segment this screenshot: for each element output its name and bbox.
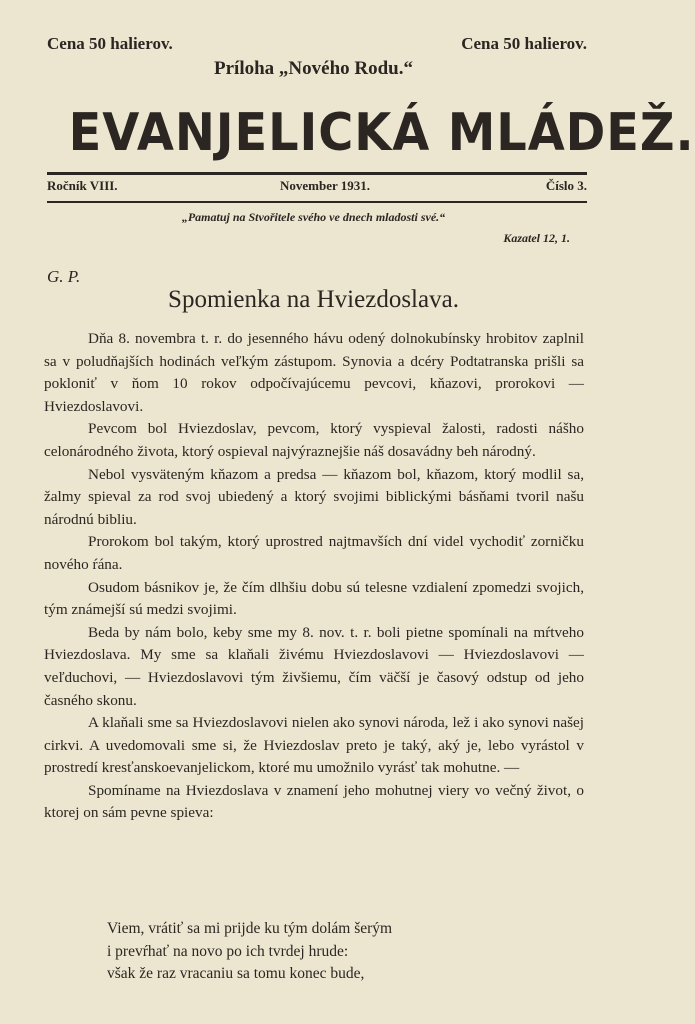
price-right: Cena 50 halierov. [461,34,587,53]
paragraph: Beda by nám bolo, keby sme my 8. nov. t. r. boli pietne spomínali na mŕtveho Hviezdoslava. My sme sa klaňali živému Hviezdoslavovi — Hviezdoslavovi — veľduchovi, — Hviezdoslavovi tým živšiemu, čím väčší je časový odstup od jeho časného skonu. [44,623,584,709]
supplement-note: Príloha „Nového Rodu.“ [214,58,413,79]
motto-source: Kazatel 12, 1. [503,231,570,245]
paragraph: Nebol vysväteným kňazom a predsa — kňazom bol, kňazom, ktorý modlil sa, žalmy spieval za rod svoj ubiedený a ktorý svojimi biblickými básňami tvoril našu národnú bibliu. [44,465,584,528]
paragraph: Spomíname na Hviezdoslava v znamení jeho mohutnej viery vo večný život, o ktorej on sám pevne spieva: [44,781,584,822]
issue-date: November 1931. [280,178,371,193]
masthead-title: EVANJELICKÁ MLÁDEŽ. [68,103,695,163]
issue-info-row [47,178,587,198]
poem-quote [107,918,392,986]
motto-quote: „Pamatuj na Stvořitele svého ve dnech mladosti své.“ [181,210,446,224]
paragraph: Pevcom bol Hviezdoslav, pevcom, ktorý vyspieval žalosti, radosti nášho celonárodného života, ktorý ospieval najvýraznejšie náš dosavádny beh národný. [44,420,584,460]
price-left: Cena 50 halierov. [47,34,173,53]
masthead-rule-top [47,172,587,175]
paragraph: Osudom básnikov je, že čím dlhšiu dobu sú telesne vzdialení zpomedzi svojich, tým známejší sú medzi svojimi. [44,578,584,619]
article-author: G. P. [47,267,81,286]
article-title: Spomienka na Hviezdoslava. [168,286,459,313]
paragraph: Prorokom bol takým, ktorý uprostred najtmavších dní videl vychodiť zorničku nového ŕána. [44,533,584,573]
masthead-rule-bottom [47,201,587,203]
paragraph: A klaňali sme sa Hviezdoslavovi nielen ako synovi národa, lež i ako synovi našej cirkvi. A uvedomovali sme si, že Hviezdoslav preto je taký, aký je, lebo vyrástol v prostredí kresťanskoevanjelickom, ktoré mu umožnilo vyrásť tak mohutne. — [44,714,584,777]
issue-number: Číslo 3. [545,178,587,193]
poem-line: Viem, vrátiť sa mi prijde ku tým dolám šerým [107,920,393,937]
article-body [44,328,584,825]
paragraph: Dňa 8. novembra t. r. do jesenného hávu odený dolnokubínsky hrobitov zaplnil sa v poludňajších hodinách veľkým zástupom. Synovia a dcéry Podtatranska prišli sa pokloniť v ňom 10 rokov odpočívajúcemu pevcovi, kňazovi, prorokovi — Hviezdoslavovi. [44,330,584,415]
volume-label: Ročník VIII. [47,178,118,193]
poem-line: i prevŕhať na novo po ich tvrdej hrude: [107,942,349,960]
poem-line: však že raz vracaniu sa tomu konec bude, [107,965,365,983]
